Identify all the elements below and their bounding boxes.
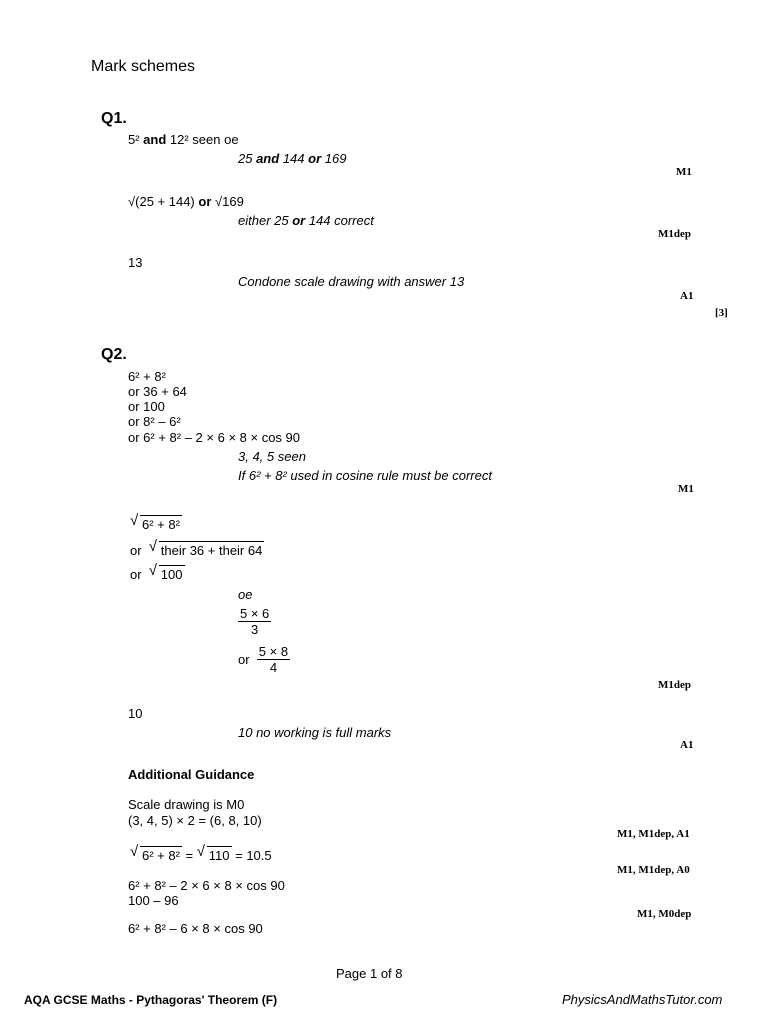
q1-note-2: either 25 or 144 correct [238, 213, 374, 228]
q1-total: [3] [715, 307, 728, 319]
guidance-line-1: Scale drawing is M0 [128, 797, 245, 812]
q1-line-2: √(25 + 144) or √169 [128, 194, 244, 209]
q2-oe: oe [238, 587, 253, 602]
q1-mark-2: M1dep [658, 228, 691, 240]
q2-fraction-1: $\frac{5 \times 6}{3}$ [240, 606, 270, 637]
guidance-mark-3: M1, M0dep [637, 908, 692, 920]
q2-mark-2: M1dep [658, 679, 691, 691]
footer-site: PhysicsAndMathsTutor.com [562, 992, 723, 1007]
q2-line-2: or 36 + 64 [128, 384, 187, 399]
guidance-line-5: 100 – 96 [128, 893, 179, 908]
q2-line-3: or 100 [128, 399, 165, 414]
q1-mark-1: M1 [676, 166, 692, 178]
q2-line-5: or 6² + 8² – 2 × 6 × 8 × cos 90 [128, 430, 300, 445]
q2-fraction-2-line: or $\frac{5 \times 8}{4}$ [238, 644, 289, 675]
page-title: Mark schemes [91, 58, 196, 75]
guidance-line-2: (3, 4, 5) × 2 = (6, 8, 10) [128, 813, 262, 828]
question-1-label: Q1. [101, 110, 127, 127]
q2-answer: 10 [128, 706, 143, 721]
page-number: Page 1 of 8 [336, 966, 403, 981]
q2-note-2: If 6² + 8² used in cosine rule must be correct [238, 468, 492, 483]
q2-mark-3: A1 [680, 739, 694, 751]
question-2-label: Q2. [101, 346, 127, 363]
q2-sqrt-3-line: or √ 100 [130, 562, 183, 582]
guidance-mark-2: M1, M1dep, A0 [617, 864, 690, 876]
q1-line-1: 5² and 12² seen oe [128, 132, 239, 147]
additional-guidance-title: Additional Guidance [128, 767, 255, 782]
guidance-line-6: 6² + 8² – 6 × 8 × cos 90 [128, 921, 263, 936]
footer-title: AQA GCSE Maths - Pythagoras' Theorem (F) [24, 993, 278, 1007]
q1-line-3: 13 [128, 255, 143, 270]
q2-sqrt-1: √ 6² + 8² [130, 512, 180, 532]
q1-note-1: 25 and 144 or 169 [238, 151, 347, 166]
q2-line-4: or 8² – 6² [128, 414, 181, 429]
q2-note-1: 3, 4, 5 seen [238, 449, 306, 464]
q2-note-3: 10 no working is full marks [238, 725, 392, 740]
q2-line-1: 6² + 8² [128, 369, 166, 384]
q2-sqrt-2-line: or √ their 36 + their 64 [130, 538, 263, 558]
guidance-mark-1: M1, M1dep, A1 [617, 828, 690, 840]
q2-mark-1: M1 [678, 483, 694, 495]
q1-note-3: Condone scale drawing with answer 13 [238, 274, 465, 289]
guidance-line-3: √ 6² + 8² = √ 110 = 10.5 [130, 843, 272, 863]
guidance-line-4: 6² + 8² – 2 × 6 × 8 × cos 90 [128, 878, 285, 893]
q1-mark-3: A1 [680, 290, 694, 302]
